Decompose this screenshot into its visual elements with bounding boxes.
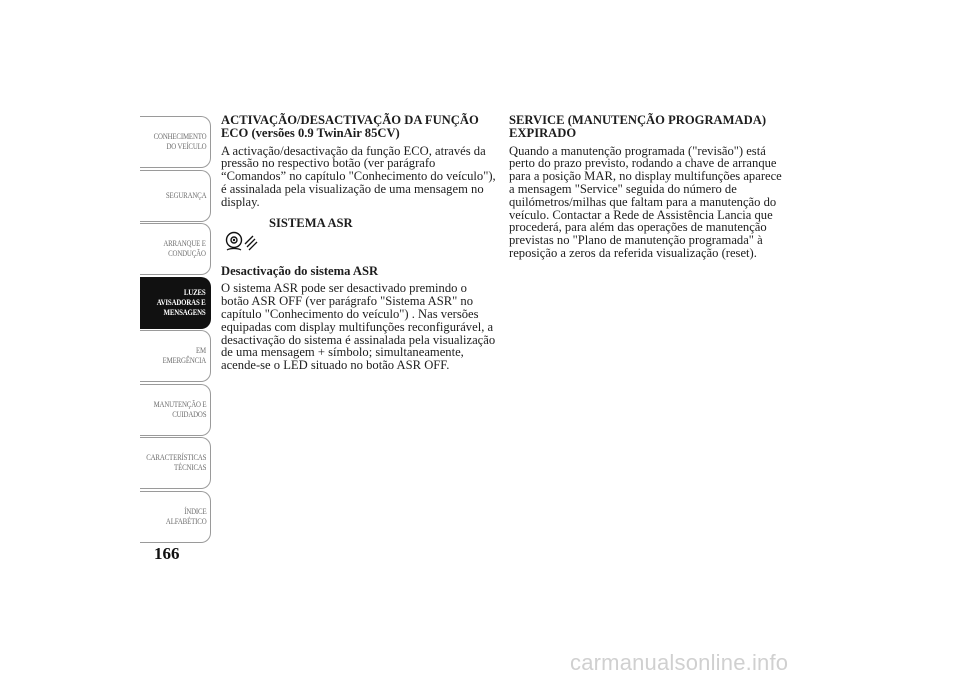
tab-label: CARACTERÍSTICAS TÉCNICAS [145, 453, 206, 472]
tab-arranque-e-conducao[interactable] [140, 223, 211, 275]
tab-em-emergencia[interactable] [140, 330, 211, 382]
tab-label: ARRANQUE E CONDUÇÃO [163, 239, 206, 258]
tab-label: MANUTENÇÃO E CUIDADOS [153, 399, 206, 419]
tab-seguranca[interactable] [140, 170, 211, 222]
tab-label: CONHECIMENTO DO VEÍCULO [153, 132, 206, 151]
tab-indice-alfabetico[interactable] [140, 491, 211, 543]
service-paragraph: Quando a manutenção programada ("revisão") está perto do prazo previsto, rodando a chave de arranque para a posição MAR, no display multifunções aparece a mensagem "Service" seguida do número de quilómetros/milhas que faltam para a manutenção do veículo. Contactar a Rede de Assistência Lancia que procederá, para além das operações de manutenção previstas no "Plano de manutenção programada" à reposição a zeros da referida visualização (reset). [509, 143, 782, 260]
tab-luzes-avisadoras-e-mensagens[interactable] [140, 277, 211, 329]
page-number: 166 [154, 544, 180, 563]
tab-label: LUZES AVISADORAS E MENSAGENS [157, 287, 206, 317]
service-heading: SERVICE (MANUTENÇÃO PROGRAMADA) EXPIRADO [509, 113, 767, 140]
tab-label: ÍNDICE ALFABÉTICO [165, 506, 206, 526]
asr-section-header [221, 217, 496, 265]
tab-label: EM EMERGÊNCIA [162, 346, 206, 365]
chapter-sidebar [140, 116, 211, 544]
tab-conhecimento-do-veiculo[interactable] [140, 116, 211, 168]
asr-deactivation-heading: Desactivação do sistema ASR [221, 263, 379, 278]
tab-manutencao-e-cuidados[interactable] [140, 384, 211, 436]
asr-deactivation-paragraph: O sistema ASR pode ser desactivado premindo o botão ASR OFF (ver parágrafo "Sistema ASR" no capítulo "Conhecimento do veículo") . Nas versões equipadas com display multifunções reconfigurável, a desactivação do sistema é assinalada pela visualização de uma mensagem + símbolo; simultaneamente, acende-se o LED situado no botão ASR OFF. [221, 281, 496, 373]
eco-heading: ACTIVAÇÃO/DESACTIVAÇÃO DA FUNÇÃO ECO (versões 0.9 TwinAir 85CV) [221, 113, 479, 140]
right-column [509, 114, 784, 260]
asr-warning-icon [224, 229, 260, 253]
asr-title: SISTEMA ASR [269, 215, 353, 230]
tab-label: SEGURANÇA [165, 190, 206, 200]
eco-paragraph: A activação/desactivação da função ECO, através da pressão no respectivo botão (ver parágrafo “Comandos” no capítulo "Conhecimento do veículo"), é assinalada pela visualização de uma mensagem no display. [221, 143, 496, 209]
left-column [221, 114, 496, 372]
tab-caracteristicas-tecnicas[interactable] [140, 437, 211, 489]
watermark: carmanualsonline.info [570, 650, 789, 675]
